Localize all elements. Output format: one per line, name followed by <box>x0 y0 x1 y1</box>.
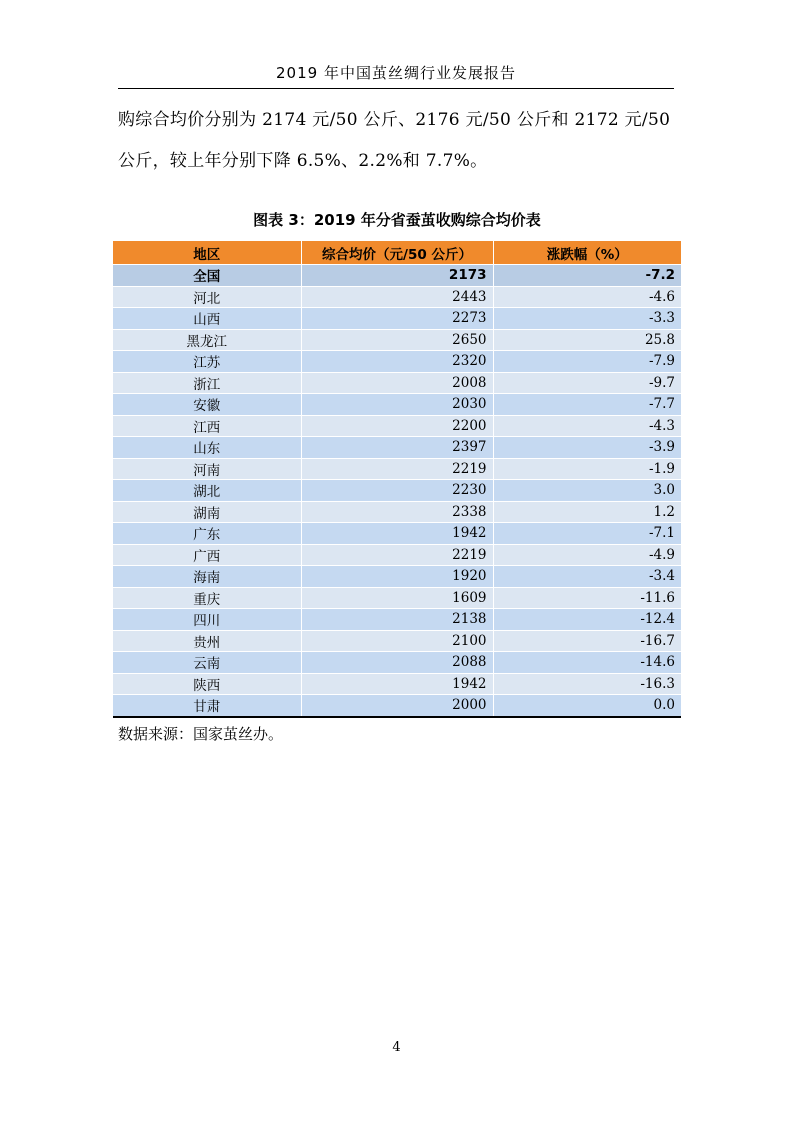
cell-region: 河南 <box>113 458 301 480</box>
cell-change: 25.8 <box>493 329 681 351</box>
cell-change: -14.6 <box>493 652 681 674</box>
cell-change: -7.7 <box>493 394 681 416</box>
cell-price: 2219 <box>301 458 493 480</box>
paragraph-line-2: 公斤，较上年分别下降 6.5%、2.2%和 7.7%。 <box>118 151 488 171</box>
cell-price: 2219 <box>301 544 493 566</box>
cell-region: 安徽 <box>113 394 301 416</box>
cell-change: 3.0 <box>493 480 681 502</box>
cell-change: -4.9 <box>493 544 681 566</box>
table-row <box>113 329 681 351</box>
table-row <box>113 308 681 330</box>
table-row <box>113 458 681 480</box>
cell-price: 2030 <box>301 394 493 416</box>
cell-price: 1942 <box>301 523 493 545</box>
cell-change: -11.6 <box>493 587 681 609</box>
cell-price: 1942 <box>301 673 493 695</box>
table-row <box>113 652 681 674</box>
cell-region: 湖北 <box>113 480 301 502</box>
table-row <box>113 544 681 566</box>
cell-region: 陕西 <box>113 673 301 695</box>
cell-price: 2273 <box>301 308 493 330</box>
table-row <box>113 630 681 652</box>
body-paragraph <box>118 100 678 182</box>
cell-change: -3.4 <box>493 566 681 588</box>
cell-region: 广西 <box>113 544 301 566</box>
cell-region: 山西 <box>113 308 301 330</box>
table-caption: 图表 3：2019 年分省蚕茧收购综合均价表 <box>253 211 541 229</box>
cell-price: 2138 <box>301 609 493 631</box>
cell-price: 2397 <box>301 437 493 459</box>
cell-region: 江苏 <box>113 351 301 373</box>
cell-region: 贵州 <box>113 630 301 652</box>
cell-change: -4.3 <box>493 415 681 437</box>
cell-region: 甘肃 <box>113 695 301 717</box>
table-row <box>113 372 681 394</box>
cell-price: 2100 <box>301 630 493 652</box>
cell-price: 2650 <box>301 329 493 351</box>
cell-price: 2200 <box>301 415 493 437</box>
cell-price: 2230 <box>301 480 493 502</box>
table-row <box>113 673 681 695</box>
total-change: -7.2 <box>493 265 681 287</box>
cell-price: 2320 <box>301 351 493 373</box>
paragraph-line-1: 购综合均价分别为 2174 元/50 公斤、2176 元/50 公斤和 2172 元/50 <box>118 110 671 130</box>
table-row-total <box>113 265 681 287</box>
table-row <box>113 415 681 437</box>
cell-change: -7.1 <box>493 523 681 545</box>
table-row <box>113 351 681 373</box>
cell-price: 2000 <box>301 695 493 717</box>
table-row <box>113 566 681 588</box>
table-row <box>113 695 681 717</box>
table-row <box>113 587 681 609</box>
cell-change: 1.2 <box>493 501 681 523</box>
cell-price: 2008 <box>301 372 493 394</box>
page-header: 2019 年中国茧丝绸行业发展报告 <box>118 62 674 89</box>
total-price: 2173 <box>301 265 493 287</box>
cell-region: 黑龙江 <box>113 329 301 351</box>
cell-change: -3.3 <box>493 308 681 330</box>
cell-change: -4.6 <box>493 286 681 308</box>
cell-change: -16.3 <box>493 673 681 695</box>
cell-region: 四川 <box>113 609 301 631</box>
cell-region: 海南 <box>113 566 301 588</box>
cell-region: 河北 <box>113 286 301 308</box>
cell-price: 2443 <box>301 286 493 308</box>
cell-region: 广东 <box>113 523 301 545</box>
cell-price: 1920 <box>301 566 493 588</box>
page-number: 4 <box>392 1040 401 1055</box>
table-header-row <box>113 241 681 265</box>
cell-region: 云南 <box>113 652 301 674</box>
cell-region: 江西 <box>113 415 301 437</box>
table-row <box>113 523 681 545</box>
data-source: 数据来源：国家茧丝办。 <box>118 725 284 743</box>
cell-change: -1.9 <box>493 458 681 480</box>
table-row <box>113 609 681 631</box>
cell-region: 重庆 <box>113 587 301 609</box>
total-region: 全国 <box>113 265 301 287</box>
cell-region: 湖南 <box>113 501 301 523</box>
cell-change: -3.9 <box>493 437 681 459</box>
header-region: 地区 <box>113 241 301 265</box>
cell-region: 山东 <box>113 437 301 459</box>
cell-region: 浙江 <box>113 372 301 394</box>
table-row <box>113 437 681 459</box>
cell-price: 2088 <box>301 652 493 674</box>
table-row <box>113 394 681 416</box>
cell-change: -7.9 <box>493 351 681 373</box>
cell-change: -16.7 <box>493 630 681 652</box>
table-row <box>113 501 681 523</box>
cell-price: 1609 <box>301 587 493 609</box>
price-table <box>113 241 681 718</box>
cell-change: -9.7 <box>493 372 681 394</box>
table-row <box>113 480 681 502</box>
cell-price: 2338 <box>301 501 493 523</box>
header-price: 综合均价（元/50 公斤） <box>301 241 493 265</box>
table-row <box>113 286 681 308</box>
cell-change: -12.4 <box>493 609 681 631</box>
cell-change: 0.0 <box>493 695 681 717</box>
header-change: 涨跌幅（%） <box>493 241 681 265</box>
